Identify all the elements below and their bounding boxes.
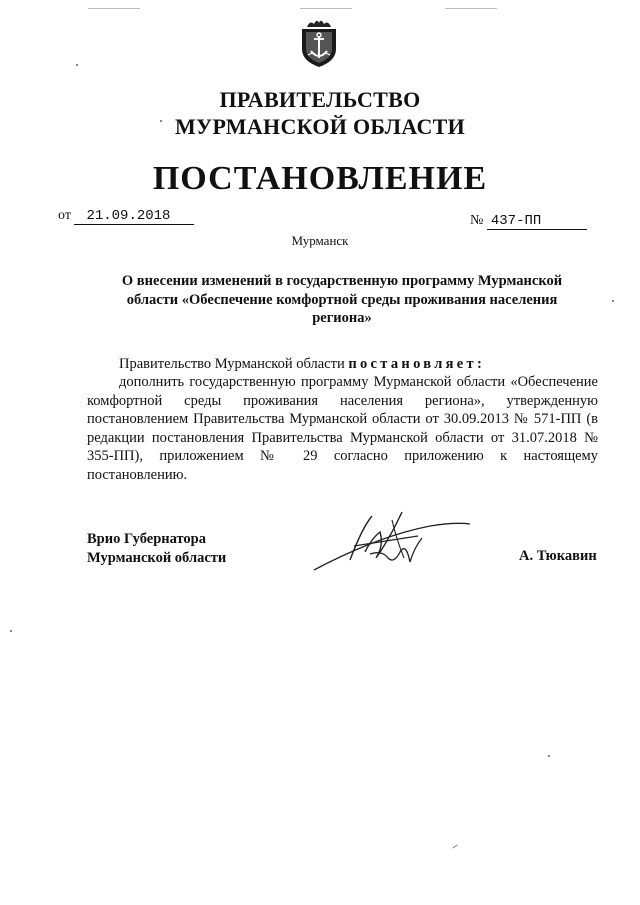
decree-intro-text: Правительство Мурманской области (119, 356, 345, 372)
org-name-line1: ПРАВИТЕЛЬСТВО (219, 87, 421, 112)
number-prefix: № (470, 213, 484, 228)
handwritten-signature (310, 508, 475, 576)
scan-speck (612, 300, 614, 302)
decree-intro (119, 356, 485, 373)
subject-heading (98, 272, 586, 328)
city-label: Мурманск (291, 233, 349, 248)
scan-speck (452, 844, 457, 848)
government-title (0, 86, 640, 140)
signer-position (87, 530, 226, 568)
scan-speck (10, 630, 12, 632)
date-field (58, 208, 194, 225)
scan-speck (548, 755, 550, 757)
signer-name: А. Тюкавин (519, 548, 597, 564)
scan-speck (160, 120, 162, 122)
decree-word: постановляет: (348, 356, 486, 372)
number-field (470, 213, 587, 230)
body-paragraph: дополнить государственную программу Мурманской области «Обеспечение комфортной среды проживания населения региона», утвержденную постановлением Правительства Мурманской области от 30.09.2013 № 571-ПП (в редакции постановления Правительства Мурманской области от 31.07.2018 № 355-ПП), приложением № 29 согласно приложению к настоящему постановлению. (87, 374, 598, 483)
subject-line: региона» (312, 310, 372, 326)
number-value: 437-ПП (487, 213, 587, 230)
subject-line: области «Обеспечение комфортной среды проживания населения (126, 291, 558, 308)
scan-edge-line (88, 8, 140, 9)
scan-speck (76, 64, 78, 66)
org-name-line2: МУРМАНСКОЙ ОБЛАСТИ (174, 114, 466, 139)
date-prefix: от (58, 208, 71, 223)
scan-edge-line (300, 8, 352, 9)
subject-line: О внесении изменений в государственную программу Мурманской (121, 273, 563, 289)
coat-of-arms-icon (297, 18, 341, 68)
position-line1: Врио Губернатора (87, 531, 206, 547)
position-line2: Мурманской области (87, 550, 227, 566)
date-value: 21.09.2018 (74, 208, 194, 225)
scan-edge-line (445, 8, 497, 9)
document-type-heading: ПОСТАНОВЛЕНИЕ (152, 160, 488, 197)
